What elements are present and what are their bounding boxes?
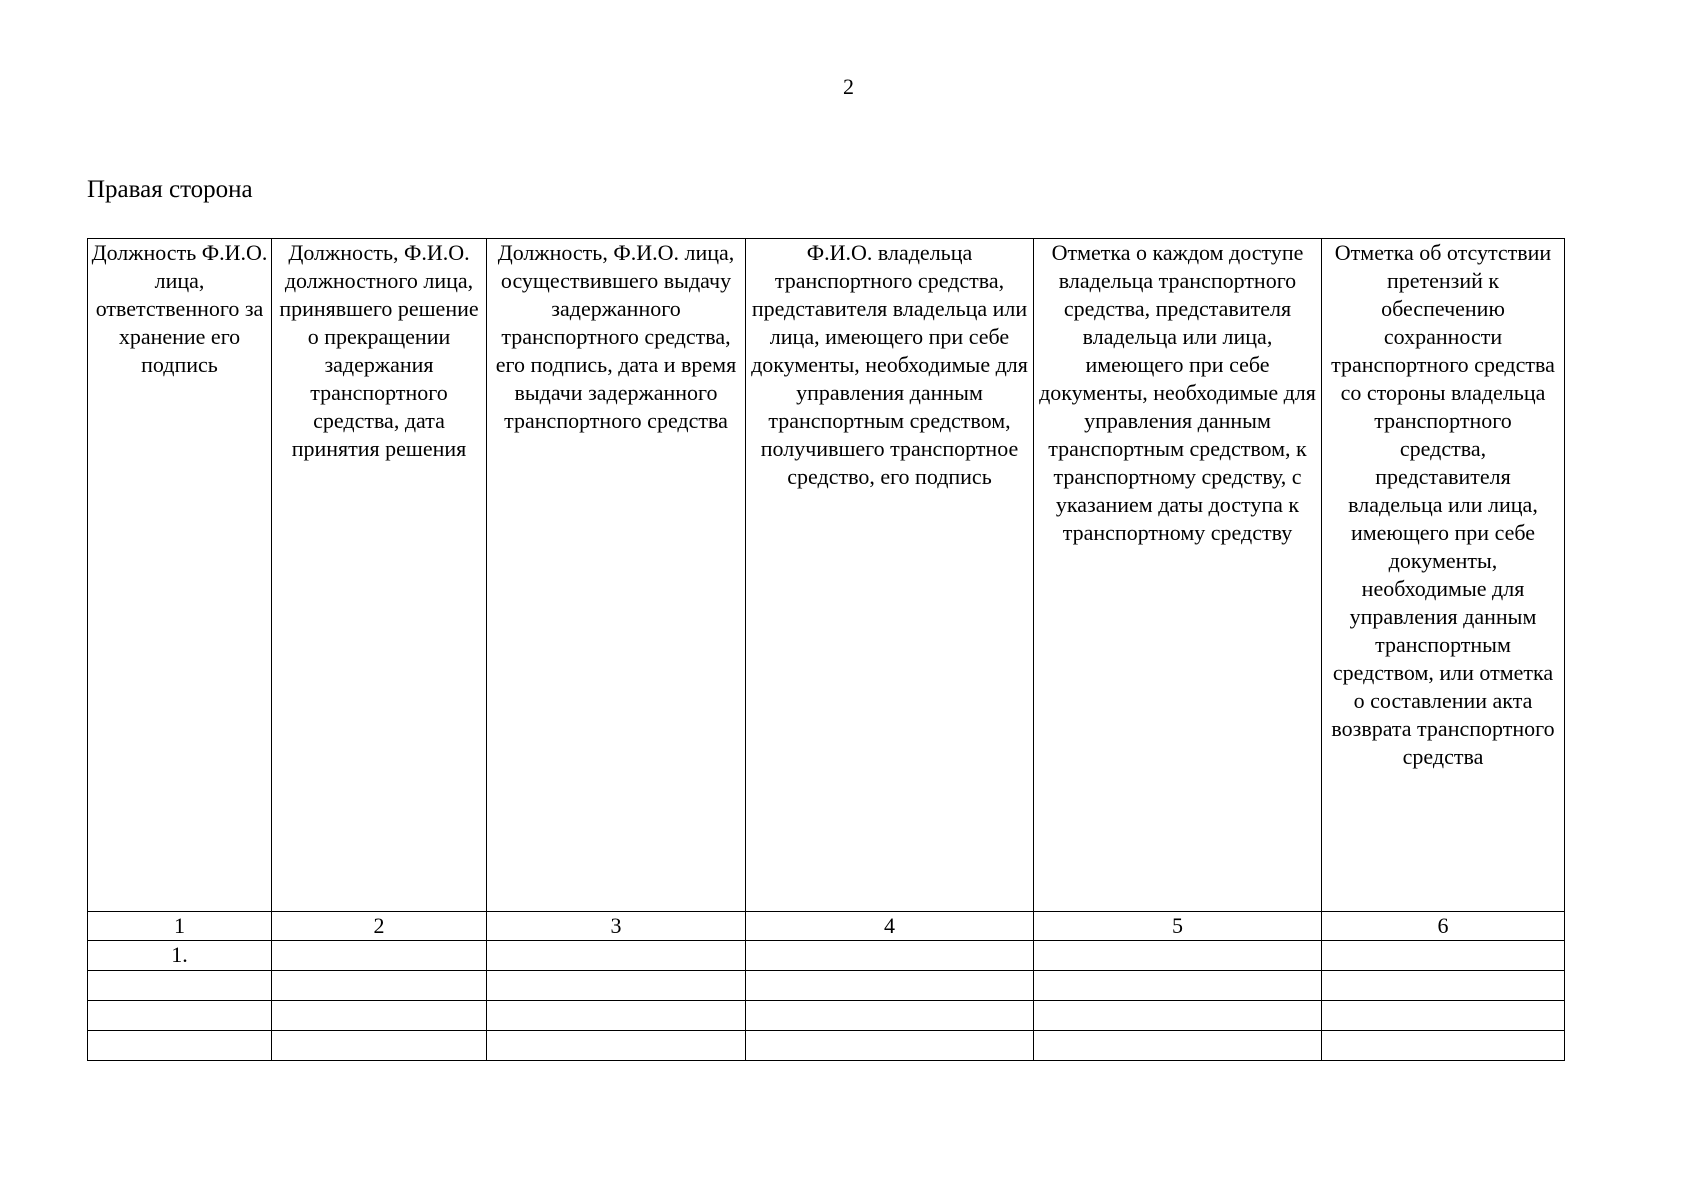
table-row [88, 1001, 1565, 1031]
header-row [88, 239, 1565, 912]
table-cell [487, 1001, 746, 1031]
table-cell [88, 1031, 272, 1061]
column-number: 1 [88, 912, 272, 941]
table-cell [487, 941, 746, 971]
table-cell [88, 1001, 272, 1031]
table-cell [487, 1031, 746, 1061]
column-header-2: Должность, Ф.И.О. должностного лица, принявшего решение о прекращении задержания транспортного средства, дата принятия решения [272, 239, 487, 912]
table-cell: 1. [88, 941, 272, 971]
table-cell [272, 971, 487, 1001]
table-cell [1034, 1001, 1322, 1031]
column-number: 4 [746, 912, 1034, 941]
column-number: 2 [272, 912, 487, 941]
table-cell [272, 941, 487, 971]
table-cell [1034, 1031, 1322, 1061]
table-cell [1322, 1001, 1565, 1031]
table-cell [1322, 941, 1565, 971]
table-cell [1034, 941, 1322, 971]
table-cell [272, 1031, 487, 1061]
table-cell [1034, 971, 1322, 1001]
column-header-5: Отметка о каждом доступе владельца транспортного средства, представителя владельца или лица, имеющего при себе документы, необходимые для управления данным транспортным средством, к транспортному средству, с указанием даты доступа к транспортному средству [1034, 239, 1322, 912]
column-number: 3 [487, 912, 746, 941]
table-row [88, 941, 1565, 971]
table-row [88, 971, 1565, 1001]
column-header-6: Отметка об отсутствии претензий к обеспечению сохранности транспортного средства со стороны владельца транспортного средства, представителя владельца или лица, имеющего при себе документы, необходимые для управления данным транспортным средством, или отметка о составлении акта возврата транспортного средства [1322, 239, 1565, 912]
table-cell [88, 971, 272, 1001]
side-label: Правая сторона [87, 176, 253, 203]
column-number-row [88, 912, 1565, 941]
column-header-3: Должность, Ф.И.О. лица, осуществившего выдачу задержанного транспортного средства, его подпись, дата и время выдачи задержанного транспортного средства [487, 239, 746, 912]
column-header-1: Должность Ф.И.О. лица, ответственного за хранение его подпись [88, 239, 272, 912]
table-cell [272, 1001, 487, 1031]
register-table [87, 238, 1565, 1061]
table-cell [1322, 1031, 1565, 1061]
page-number: 2 [843, 74, 854, 99]
column-number: 6 [1322, 912, 1565, 941]
table-cell [487, 971, 746, 1001]
table-cell [746, 941, 1034, 971]
table-cell [746, 1001, 1034, 1031]
table-row [88, 1031, 1565, 1061]
table-cell [746, 971, 1034, 1001]
column-number: 5 [1034, 912, 1322, 941]
table-cell [746, 1031, 1034, 1061]
table-cell [1322, 971, 1565, 1001]
column-header-4: Ф.И.О. владельца транспортного средства, представителя владельца или лица, имеющего при себе документы, необходимые для управления данным транспортным средством, получившего транспортное средство, его подпись [746, 239, 1034, 912]
